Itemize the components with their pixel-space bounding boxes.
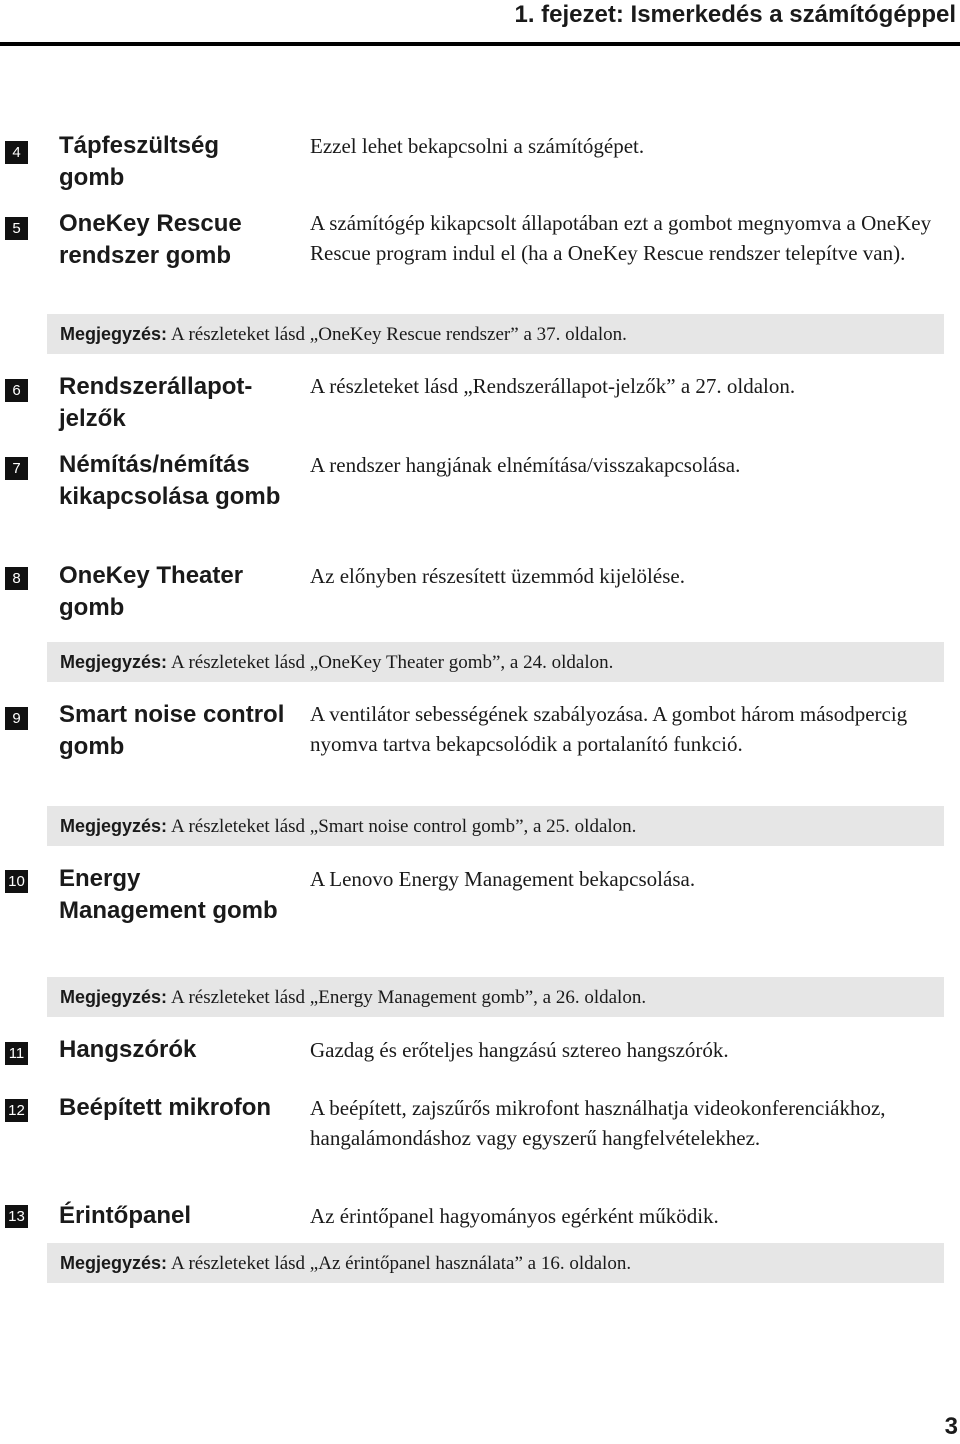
item-number-badge: 5 <box>5 217 28 240</box>
note-label: Megjegyzés: <box>60 1253 168 1273</box>
note-text: A részleteket lásd „OneKey Rescue rendszer” a 37. oldalon. <box>171 324 627 345</box>
item-description: A beépített, zajszűrős mikrofont használhatja videokonferenciákhoz, hangalámondáshoz vagy egyszerű hangfelvételekhez. <box>310 1096 886 1150</box>
note-box <box>47 806 944 846</box>
note-label: Megjegyzés: <box>60 816 168 836</box>
item-description: A részleteket lásd „Rendszerállapot-jelzők” a 27. oldalon. <box>310 374 796 398</box>
item-term: OneKey Rescue rendszer gomb <box>59 210 242 269</box>
note-box <box>47 314 944 354</box>
note-text: A részleteket lásd „Smart noise control gomb”, a 25. oldalon. <box>171 816 637 837</box>
note-box <box>47 642 944 682</box>
chapter-title: 1. fejezet: Ismerkedés a számítógéppel <box>514 1 956 28</box>
note-label: Megjegyzés: <box>60 324 168 344</box>
note-label: Megjegyzés: <box>60 652 168 672</box>
header-rule <box>0 42 960 46</box>
item-description: A rendszer hangjának elnémítása/visszakapcsolása. <box>310 453 741 477</box>
item-number-badge: 12 <box>5 1099 28 1122</box>
item-number-badge: 4 <box>5 141 28 164</box>
item-number-badge: 6 <box>5 379 28 402</box>
item-description: Gazdag és erőteljes hangzású sztereo hangszórók. <box>310 1038 729 1062</box>
item-number-badge: 7 <box>5 457 28 480</box>
item-description: Az érintőpanel hagyományos egérként működik. <box>310 1204 719 1228</box>
item-description: Az előnyben részesített üzemmód kijelölése. <box>310 564 685 588</box>
item-term: Rendszerállapot-jelzők <box>59 373 253 432</box>
item-term: OneKey Theater gomb <box>59 562 244 621</box>
note-text: A részleteket lásd „OneKey Theater gomb”, a 24. oldalon. <box>171 652 614 673</box>
item-description: Ezzel lehet bekapcsolni a számítógépet. <box>310 134 645 158</box>
item-number-badge: 13 <box>5 1205 28 1228</box>
item-number-badge: 10 <box>5 870 28 893</box>
item-term: Tápfeszültség gomb <box>59 132 220 191</box>
note-box <box>47 1243 944 1283</box>
item-term: Érintőpanel <box>59 1202 192 1229</box>
note-text: A részleteket lásd „Az érintőpanel használata” a 16. oldalon. <box>171 1253 632 1274</box>
page-number: 3 <box>944 1413 958 1440</box>
item-term: Smart noise control gomb <box>59 701 285 760</box>
item-number-badge: 9 <box>5 707 28 730</box>
item-term: Energy Management gomb <box>59 865 278 924</box>
item-number-badge: 8 <box>5 567 28 590</box>
note-box <box>47 977 944 1017</box>
item-description: A ventilátor sebességének szabályozása. A gombot három másodpercig nyomva tartva bekapcsolódik a portalanító funkció. <box>310 702 908 756</box>
item-term: Némítás/némítás kikapcsolása gomb <box>59 451 281 510</box>
item-term: Hangszórók <box>59 1036 197 1063</box>
item-description: A Lenovo Energy Management bekapcsolása. <box>310 867 696 891</box>
item-number-badge: 11 <box>5 1042 28 1065</box>
note-label: Megjegyzés: <box>60 987 168 1007</box>
note-text: A részleteket lásd „Energy Management gomb”, a 26. oldalon. <box>171 987 647 1008</box>
item-description: A számítógép kikapcsolt állapotában ezt a gombot megnyomva a OneKey Rescue program indul el (ha a OneKey Rescue rendszer telepítve van). <box>310 211 932 265</box>
item-term: Beépített mikrofon <box>59 1094 272 1121</box>
